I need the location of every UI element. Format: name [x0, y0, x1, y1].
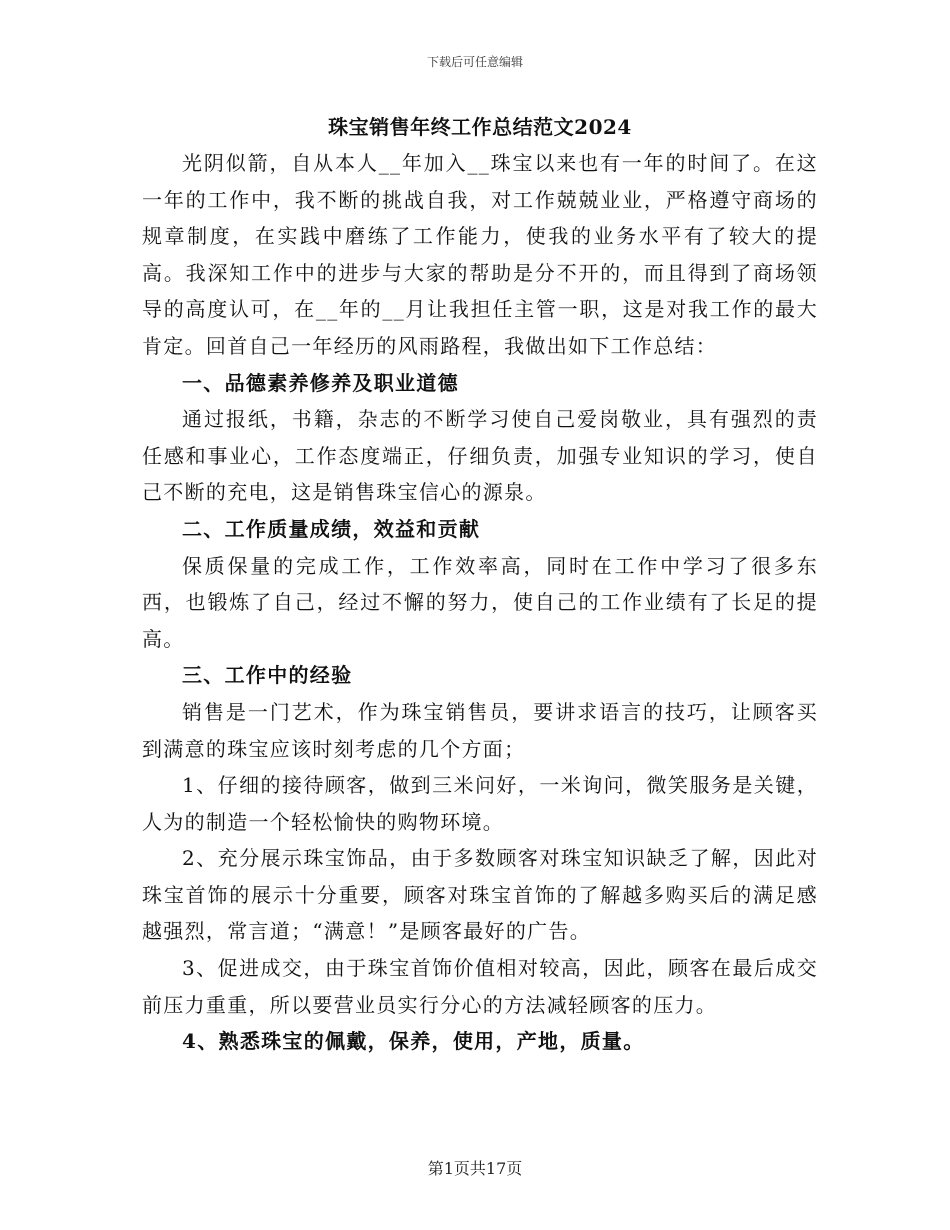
document-body	[142, 112, 818, 1060]
section-heading-2: 二、工作质量成绩，效益和贡献	[182, 516, 481, 541]
paragraph-morality: 通过报纸，书籍，杂志的不断学习使自己爱岗敬业，具有强烈的责任感和事业心，工作态度端正，仔细负责，加强专业知识的学习，使自己不断的充电，这是销售珠宝信心的源泉。	[142, 407, 818, 505]
list-item-1: 1、仔细的接待顾客，做到三米问好，一米询问，微笑服务是关键，人为的制造一个轻松愉快的购物环境。	[142, 773, 818, 834]
paragraph-quality: 保质保量的完成工作，工作效率高，同时在工作中学习了很多东西，也锻炼了自己，经过不懈的努力，使自己的工作业绩有了长足的提高。	[142, 553, 818, 651]
paragraph-intro: 光阴似箭，自从本人__年加入__珠宝以来也有一年的时间了。在这一年的工作中，我不断的挑战自我，对工作兢兢业业，严格遵守商场的规章制度，在实践中磨练了工作能力，使我的业务水平有了较大的提高。我深知工作中的进步与大家的帮助是分不开的，而且得到了商场领导的高度认可，在__年的__月让我担任主管一职，这是对我工作的最大肯定。回首自己一年经历的风雨路程，我做出如下工作总结：	[142, 151, 818, 358]
list-item-4: 4、熟悉珠宝的佩戴，保养，使用，产地，质量。	[182, 1029, 645, 1054]
header-note: 下载后可任意编辑	[426, 55, 523, 69]
list-item-2: 2、充分展示珠宝饰品，由于多数顾客对珠宝知识缺乏了解，因此对珠宝首饰的展示十分重要，顾客对珠宝首饰的了解越多购买后的满足感越强烈，常言道；“满意！”是顾客最好的广告。	[142, 846, 818, 944]
page-number: 第1页共17页	[427, 1159, 523, 1178]
section-heading-1: 一、品德素养修养及职业道德	[182, 370, 459, 395]
paragraph-experience: 销售是一门艺术，作为珠宝销售员，要讲求语言的技巧，让顾客买到满意的珠宝应该时刻考虑的几个方面；	[142, 699, 818, 761]
section-heading-3: 三、工作中的经验	[182, 663, 353, 688]
document-title: 珠宝销售年终工作总结范文2024	[328, 115, 632, 139]
list-item-3: 3、促进成交，由于珠宝首饰价值相对较高，因此，顾客在最后成交前压力重重，所以要营业员实行分心的方法减轻顾客的压力。	[142, 956, 818, 1017]
